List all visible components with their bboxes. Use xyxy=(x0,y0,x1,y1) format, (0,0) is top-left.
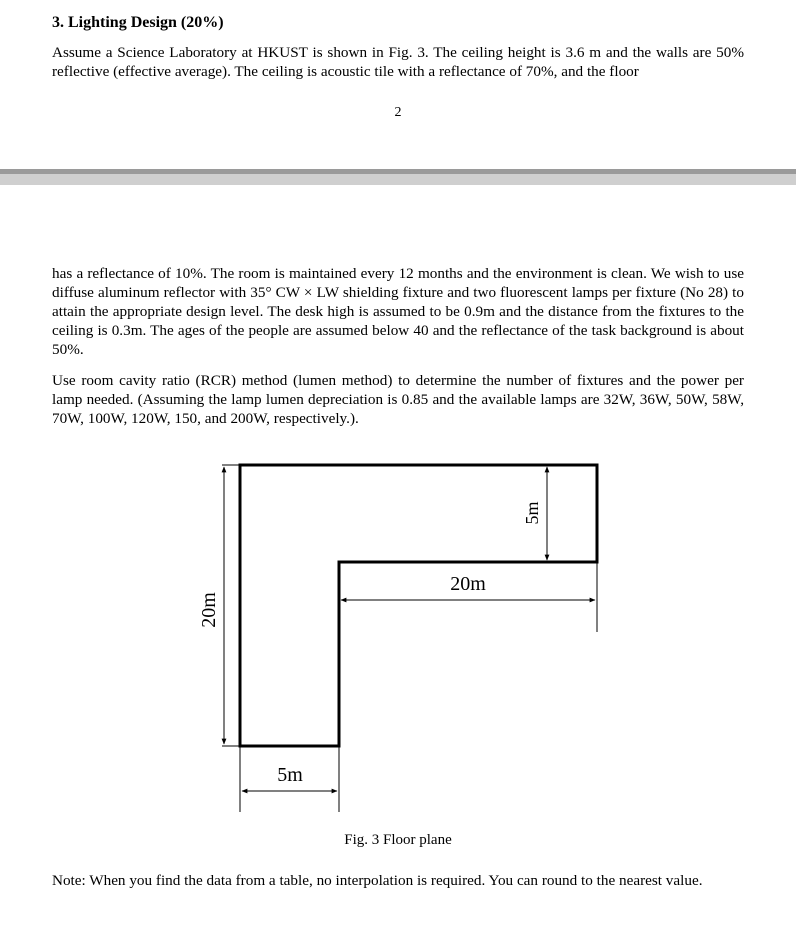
question-heading: 3. Lighting Design (20%) xyxy=(52,14,224,31)
question-paragraph-3: Use room cavity ratio (RCR) method (lumen method) to determine the number of fixtures and the power per lamp needed. (Assuming the lamp lumen depreciation is 0.85 and the available lamps are 32W, 36W, 50W, 58W, 70W, 100W, 120W, 150, and 200W, respectively.). xyxy=(52,372,744,427)
dim-label-upper-arm-width: 5m xyxy=(522,501,542,525)
question-paragraph-1: Assume a Science Laboratory at HKUST is shown in Fig. 3. The ceiling height is 3.6 m and the walls are 50% reflective (effective average). The ceiling is acoustic tile with a reflectance of 70%, and the floor xyxy=(52,44,744,80)
dim-label-overall-height: 20m xyxy=(198,592,220,628)
figure-caption: Fig. 3 Floor plane xyxy=(344,832,452,848)
question-paragraph-2: has a reflectance of 10%. The room is maintained every 12 months and the environment is clean. We wish to use diffuse aluminum reflector with 35° CW × LW shielding fixture and two fluorescent lamps per fixture (No 28) to attain the appropriate design level. The desk high is assumed to be 0.9m and the distance from the fixtures to the ceiling is 0.3m. The ages of the people are assumed below 40 and the reflectance of the task background is about 50%. xyxy=(52,265,744,358)
dim-label-upper-arm-length: 20m xyxy=(450,573,486,595)
dim-label-lower-arm-width: 5m xyxy=(277,764,303,786)
room-outline xyxy=(240,465,597,746)
page-number: 2 xyxy=(394,105,402,120)
note-paragraph: Note: When you find the data from a table, no interpolation is required. You can round to the nearest value. xyxy=(52,872,703,889)
